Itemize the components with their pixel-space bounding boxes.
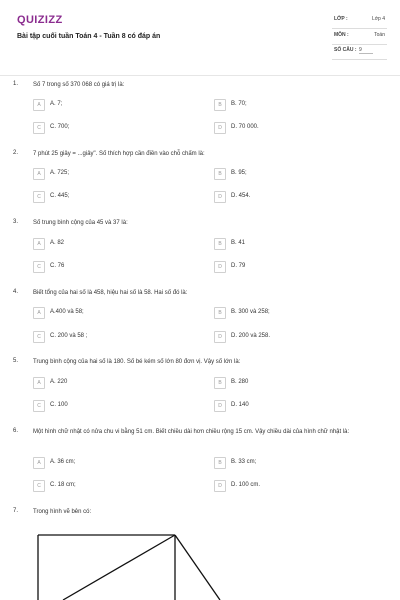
question-5-number: 5.	[13, 358, 19, 364]
worksheet-title: Bài tập cuối tuần Toán 4 - Tuần 8 có đáp án	[17, 33, 161, 40]
option-text: D. 70 000.	[231, 124, 259, 130]
q2-option-c[interactable]	[33, 191, 173, 203]
header-divider	[0, 75, 400, 76]
option-letter: B	[214, 457, 226, 469]
quizizz-logo: QUIZIZZ	[17, 14, 63, 26]
option-text: A.400 và 58;	[50, 309, 84, 315]
q5-option-c[interactable]	[33, 400, 173, 412]
question-2-text: 7 phút 25 giây = ...giây". Số thích hợp cần điền vào chỗ chấm là:	[33, 151, 205, 157]
q5-option-d[interactable]	[214, 400, 354, 412]
meta-class	[332, 12, 387, 29]
option-letter: C	[33, 331, 45, 343]
question-3-number: 3.	[13, 219, 19, 225]
question-7-figure	[0, 525, 400, 600]
option-letter: B	[214, 99, 226, 111]
option-text: B. 33 cm;	[231, 459, 257, 465]
option-letter: D	[214, 480, 226, 492]
figure-right-slant-line	[175, 535, 220, 600]
option-letter: B	[214, 307, 226, 319]
q6-option-b[interactable]	[214, 457, 354, 469]
q4-option-a[interactable]	[33, 307, 173, 319]
question-5-text: Trung bình cộng của hai số là 180. Số bé kém số lớn 80 đơn vị. Vậy số lớn là:	[33, 359, 241, 365]
question-6-text: Một hình chữ nhật có nửa chu vi bằng 51 cm. Biết chiều dài hơn chiều rộng 15 cm. Vậy chiều dài của hình chữ nhật là:	[33, 429, 350, 435]
option-letter: D	[214, 331, 226, 343]
option-text: B. 70;	[231, 101, 247, 107]
q4-option-c[interactable]	[33, 331, 173, 343]
option-letter: B	[214, 238, 226, 250]
option-letter: C	[33, 400, 45, 412]
option-letter: D	[214, 261, 226, 273]
question-6-number: 6.	[13, 428, 19, 434]
q6-option-a[interactable]	[33, 457, 173, 469]
q5-option-a[interactable]	[33, 377, 173, 389]
option-text: A. 82	[50, 240, 65, 246]
option-text: B. 300 và 258;	[231, 309, 270, 315]
option-letter: D	[214, 191, 226, 203]
question-4-number: 4.	[13, 289, 19, 295]
meta-subject-key: MÔN :	[334, 32, 349, 38]
option-text: D. 200 và 258.	[231, 333, 271, 339]
q1-option-a[interactable]	[33, 99, 173, 111]
option-text: C. 200 và 58 ;	[50, 333, 88, 339]
option-text: C. 445;	[50, 193, 70, 199]
q2-option-d[interactable]	[214, 191, 354, 203]
q6-option-c[interactable]	[33, 480, 173, 492]
meta-subject-value: Toán	[374, 32, 385, 38]
option-text: D. 100 cm.	[231, 482, 261, 488]
option-text: A. 725;	[50, 170, 70, 176]
option-letter: A	[33, 307, 45, 319]
option-letter: A	[33, 99, 45, 111]
question-1-number: 1.	[13, 81, 19, 87]
option-text: A. 7;	[50, 101, 63, 107]
question-7-number: 7.	[13, 508, 19, 514]
question-3-text: Số trung bình cộng của 45 và 37 là:	[33, 220, 128, 226]
option-letter: C	[33, 122, 45, 134]
option-text: A. 36 cm;	[50, 459, 76, 465]
option-text: C. 700;	[50, 124, 70, 130]
q3-option-c[interactable]	[33, 261, 173, 273]
option-text: C. 76	[50, 263, 65, 269]
option-text: D. 140	[231, 402, 249, 408]
option-letter: C	[33, 480, 45, 492]
option-letter: D	[214, 122, 226, 134]
option-text: D. 454.	[231, 193, 251, 199]
q1-option-c[interactable]	[33, 122, 173, 134]
meta-class-key: LỚP :	[334, 16, 348, 22]
option-letter: A	[33, 377, 45, 389]
question-7-text: Trong hình vẽ bên có:	[33, 509, 92, 515]
meta-count-value: 9	[359, 47, 373, 54]
question-4-text: Biết tổng của hai số là 458, hiệu hai số là 58. Hai số đó là:	[33, 290, 188, 296]
option-text: C. 18 cm;	[50, 482, 76, 488]
worksheet-header	[0, 0, 400, 68]
option-letter: D	[214, 400, 226, 412]
q3-option-b[interactable]	[214, 238, 354, 250]
q6-option-d[interactable]	[214, 480, 354, 492]
option-text: B. 95;	[231, 170, 247, 176]
question-2-number: 2.	[13, 150, 19, 156]
q4-option-b[interactable]	[214, 307, 354, 319]
q1-option-b[interactable]	[214, 99, 354, 111]
meta-class-value: Lớp 4	[371, 16, 385, 22]
q3-option-a[interactable]	[33, 238, 173, 250]
q2-option-a[interactable]	[33, 168, 173, 180]
q2-option-b[interactable]	[214, 168, 354, 180]
meta-count-key: SỐ CÂU :	[334, 47, 357, 53]
figure-diagonal-line	[63, 535, 175, 600]
option-text: B. 41	[231, 240, 246, 246]
option-text: B. 280	[231, 379, 249, 385]
q3-option-d[interactable]	[214, 261, 354, 273]
option-letter: A	[33, 457, 45, 469]
option-letter: C	[33, 191, 45, 203]
option-text: A. 220	[50, 379, 68, 385]
option-letter: A	[33, 238, 45, 250]
option-letter: B	[214, 377, 226, 389]
q4-option-d[interactable]	[214, 331, 354, 343]
q1-option-d[interactable]	[214, 122, 354, 134]
option-text: D. 79	[231, 263, 246, 269]
option-letter: A	[33, 168, 45, 180]
option-text: C. 100	[50, 402, 68, 408]
option-letter: B	[214, 168, 226, 180]
q5-option-b[interactable]	[214, 377, 354, 389]
option-letter: C	[33, 261, 45, 273]
question-1-text: Số 7 trong số 370 068 có giá trị là:	[33, 82, 125, 88]
meta-question-count	[332, 43, 387, 60]
